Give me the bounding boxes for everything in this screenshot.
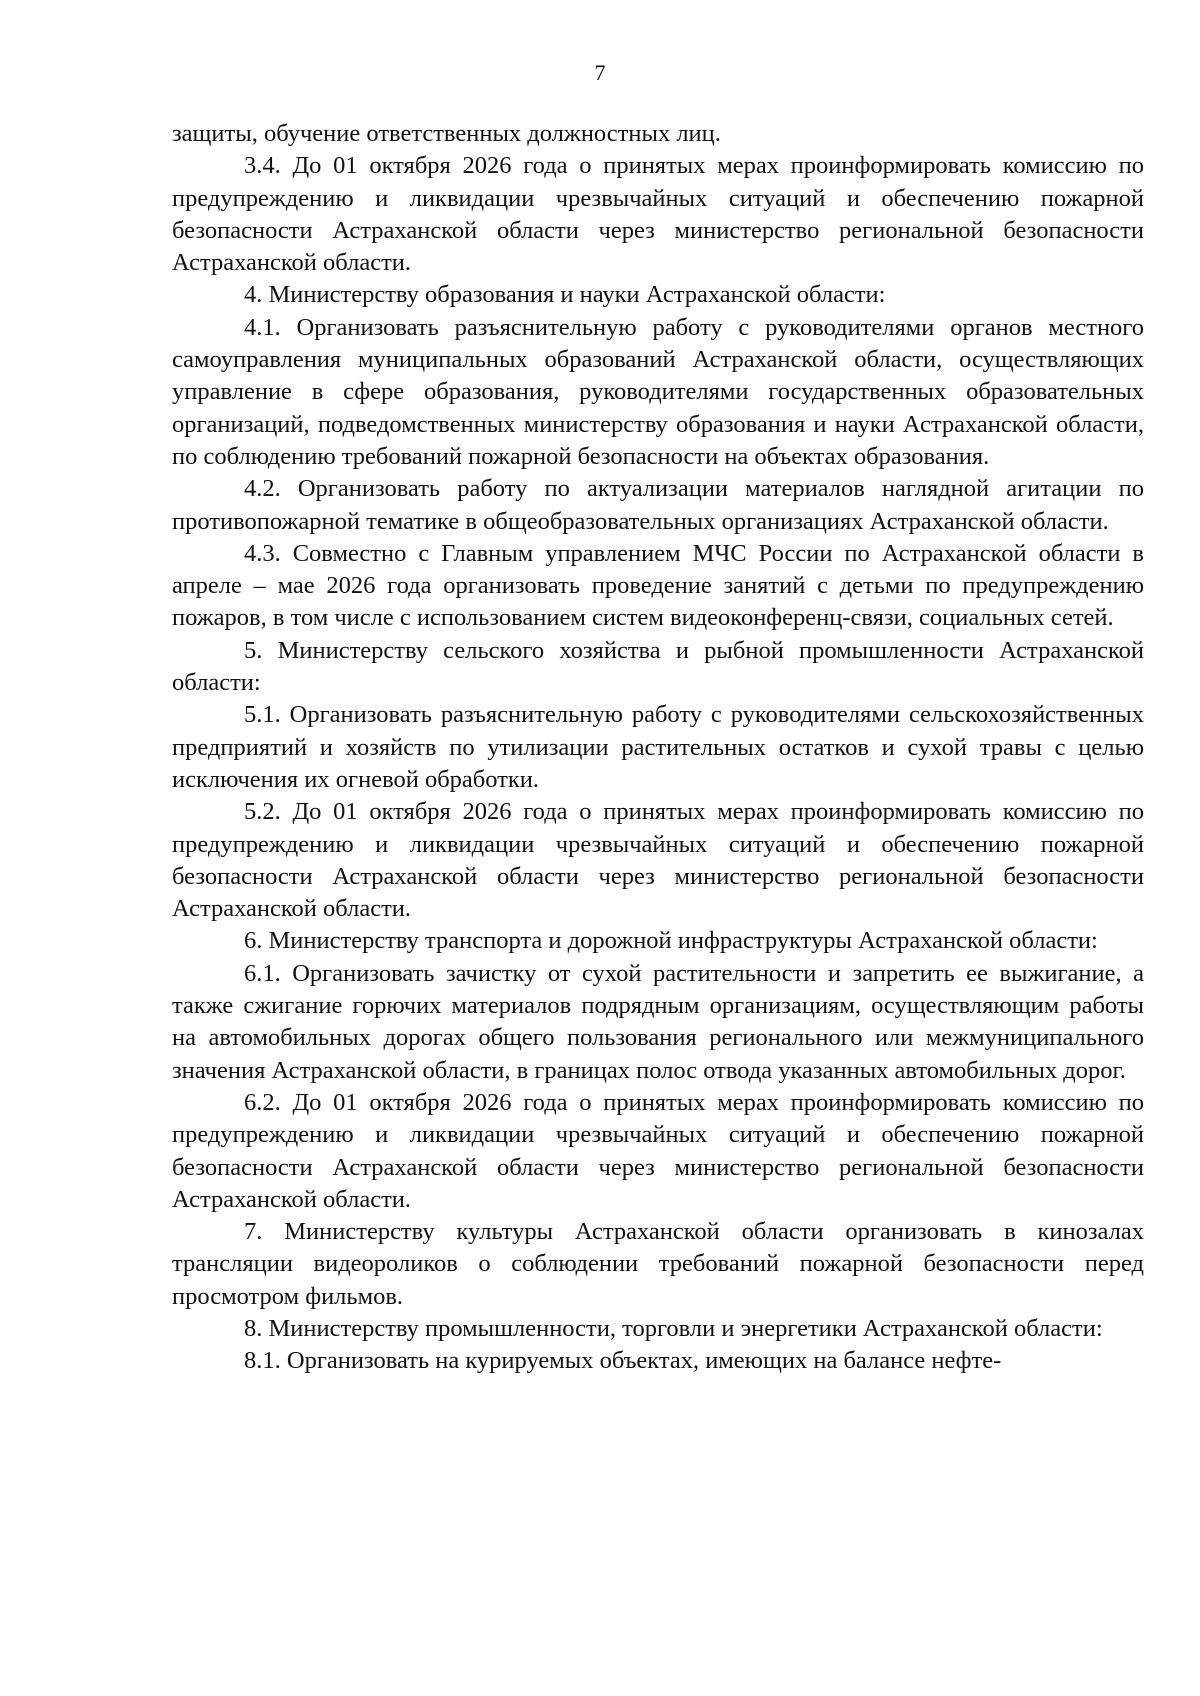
paragraph-8: 8. Министерству промышленности, торговли и энергетики Астраханской области: <box>244 1314 1103 1342</box>
paragraph-8-1: 8.1. Организовать на курируемых объектах, имеющих на балансе нефте- <box>244 1347 1002 1375</box>
paragraph-4-3: 4.3. Совместно с Главным управлением МЧС России по Астраханской области в апреле – мае 2026 года организовать проведение занятий с детьми по предупреждению пожаров, в том числе с использованием систем видеоконференц-связи, социальных сетей. <box>172 539 1144 632</box>
document-body <box>172 118 1144 1378</box>
paragraph-6-1: 6.1. Организовать зачистку от сухой растительности и запретить ее выжигание, а также сжигание горючих материалов подрядным организациям, осуществляющим работы на автомобильных дорогах общего пользования регионального или межмуниципального значения Астраханской области, в границах полос отвода указанных автомобильных дорог. <box>172 959 1144 1084</box>
paragraph-5: 5. Министерству сельского хозяйства и рыбной промышленности Астраханской области: <box>172 636 1144 697</box>
paragraph-3-4: 3.4. До 01 октября 2026 года о принятых мерах проинформировать комиссию по предупреждению и ликвидации чрезвычайных ситуаций и обеспечению пожарной безопасности Астраханской области через министерство региональной безопасности Астраханской области. <box>172 152 1144 277</box>
paragraph-6: 6. Министерству транспорта и дорожной инфраструктуры Астраханской области: <box>244 927 1098 955</box>
paragraph-4-1: 4.1. Организовать разъяснительную работу с руководителями органов местного самоуправления муниципальных образований Астраханской области, осуществляющих управление в сфере образования, руководителями государственных образовательных организаций, подведомственных министерству образования и науки Астраханской области, по соблюдению требований пожарной безопасности на объектах образования. <box>172 313 1144 470</box>
page-number: 7 <box>594 60 606 85</box>
paragraph-4: 4. Министерству образования и науки Астраханской области: <box>244 281 886 309</box>
paragraph-continuation: защиты, обучение ответственных должностных лиц. <box>172 120 721 147</box>
paragraph-6-2: 6.2. До 01 октября 2026 года о принятых мерах проинформировать комиссию по предупреждению и ликвидации чрезвычайных ситуаций и обеспечению пожарной безопасности Астраханской области через министерство региональной безопасности Астраханской области. <box>172 1088 1144 1213</box>
paragraph-4-2: 4.2. Организовать работу по актуализации материалов наглядной агитации по противопожарной тематике в общеобразовательных организациях Астраханской области. <box>172 475 1144 535</box>
paragraph-5-1: 5.1. Организовать разъяснительную работу с руководителями сельскохозяйственных предприятий и хозяйств по утилизации растительных остатков и сухой травы с целью исключения их огневой обработки. <box>172 701 1144 793</box>
paragraph-7: 7. Министерству культуры Астраханской области организовать в кинозалах трансляции видеороликов о соблюдении требований пожарной безопасности перед просмотром фильмов. <box>172 1218 1144 1310</box>
paragraph-5-2: 5.2. До 01 октября 2026 года о принятых мерах проинформировать комиссию по предупреждению и ликвидации чрезвычайных ситуаций и обеспечению пожарной безопасности Астраханской области через министерство региональной безопасности Астраханской области. <box>172 798 1144 923</box>
